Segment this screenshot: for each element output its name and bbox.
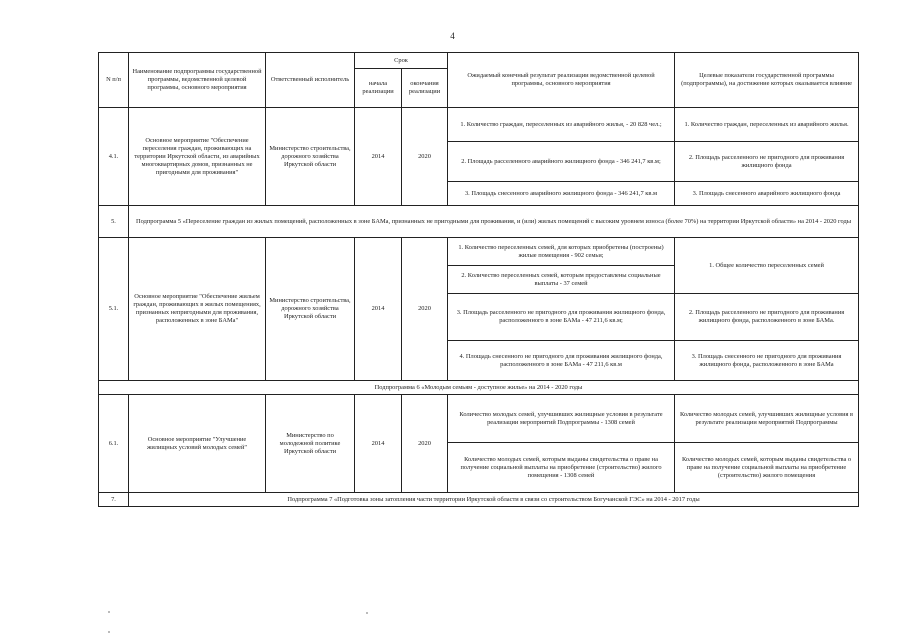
row-start-year: 2014 (355, 108, 402, 206)
row-target: 2. Площадь расселенного не пригодного для проживания жилищного фонда, расположенного в зоне БАМа. (675, 294, 859, 341)
page-number: 4 (450, 31, 455, 41)
row-result: 2. Количество переселенных семей, которым предоставлены социальные выплаты - 37 семей (448, 266, 675, 294)
row-responsible: Министерство по молодежной политике Иркутской области (266, 395, 355, 493)
row-result: 4. Площадь снесенного не пригодного для проживания жилищного фонда, расположенного в зоне БАМа - 47 211,6 кв.м (448, 341, 675, 381)
row-end-year: 2020 (402, 395, 448, 493)
subprogram-row (99, 381, 859, 395)
row-result: 3. Площадь расселенного не пригодного для проживания жилищного фонда, расположенного в зоне БАМа - 47 211,6 кв.м; (448, 294, 675, 341)
row-name: Основное мероприятие "Обеспечение жильем граждан, проживающих в жилых помещениях, признанных непригодными для проживания, расположенных в зоне БАМа" (129, 238, 266, 381)
header-num: N п/п (99, 53, 129, 108)
subprogram-row (99, 493, 859, 507)
row-result: 1. Количество переселенных семей, для которых приобретены (построены) жилые помещения - 902 семьи; (448, 238, 675, 266)
table-row (99, 395, 859, 443)
row-start-year: 2014 (355, 395, 402, 493)
scan-speck (108, 611, 110, 613)
row-result: 1. Количество граждан, переселенных из аварийного жилья, - 20 828 чел.; (448, 108, 675, 142)
row-name: Основное мероприятие "Улучшение жилищных условий молодых семей" (129, 395, 266, 493)
subprogram-title: Подпрограмма 6 «Молодым семьям - доступное жилье» на 2014 - 2020 годы (99, 381, 859, 395)
header-term: Срок (355, 53, 448, 69)
row-number: 7. (99, 493, 129, 507)
row-target: Количество молодых семей, которым выданы свидетельства о праве на получение социальной выплаты на приобретение (строительство) жилого помещения (675, 443, 859, 493)
row-result: 2. Площадь расселенного аварийного жилищного фонда - 346 241,7 кв.м; (448, 142, 675, 182)
header-name: Наименование подпрограммы государственной программы, ведомственной целевой программы, основного мероприятия (129, 53, 266, 108)
header-targets: Целевые показатели государственной программы (подпрограммы), на достижение которых оказывается влияние (675, 53, 859, 108)
row-result: Количество молодых семей, которым выданы свидетельства о праве на получение социальной выплаты на приобретение (строительство) жилого помещения - 1308 семей (448, 443, 675, 493)
row-number: 4.1. (99, 108, 129, 206)
row-result: Количество молодых семей, улучшивших жилищные условия в результате реализации мероприятий Подпрограммы - 1308 семей (448, 395, 675, 443)
row-name: Основное мероприятие "Обеспечение переселения граждан, проживающих на территории Иркутской области, из аварийных многоквартирных домов, признанных не пригодными для проживания" (129, 108, 266, 206)
row-target: 2. Площадь расселенного не пригодного для проживания жилищного фонда (675, 142, 859, 182)
row-target: Количество молодых семей, улучшивших жилищные условия в результате реализации мероприятий Подпрограммы (675, 395, 859, 443)
header-term-end: окончания реализации (402, 69, 448, 108)
row-responsible: Министерство строительства, дорожного хозяйства Иркутской области (266, 238, 355, 381)
subprogram-row (99, 206, 859, 238)
scan-speck (366, 612, 368, 614)
row-target: 1. Общее количество переселенных семей (675, 238, 859, 294)
row-number: 5. (99, 206, 129, 238)
header-expected: Ожидаемый конечный результат реализации ведомственной целевой программы, основного мероприятия (448, 53, 675, 108)
table-row (99, 108, 859, 142)
row-responsible: Министерство строительства, дорожного хозяйства Иркутской области (266, 108, 355, 206)
header-row-1 (99, 53, 859, 69)
header-responsible: Ответственный исполнитель (266, 53, 355, 108)
row-end-year: 2020 (402, 238, 448, 381)
row-target: 1. Количество граждан, переселенных из аварийного жилья. (675, 108, 859, 142)
row-end-year: 2020 (402, 108, 448, 206)
row-target: 3. Площадь снесенного не пригодного для проживания жилищного фонда, расположенного в зоне БАМа (675, 341, 859, 381)
table-row (99, 238, 859, 266)
row-result: 3. Площадь снесенного аварийного жилищного фонда - 346 241,7 кв.м (448, 182, 675, 206)
scan-speck (108, 631, 110, 633)
program-table (98, 52, 859, 507)
subprogram-title: Подпрограмма 5 «Переселение граждан из жилых помещений, расположенных в зоне БАМа, признанных не пригодными для проживания, и (или) жилых помещений с высоким уровнем износа (более 70%) на территории Иркутской области» на 2014 - 2020 годы (129, 206, 859, 238)
row-number: 5.1. (99, 238, 129, 381)
header-term-start: начала реализации (355, 69, 402, 108)
row-number: 6.1. (99, 395, 129, 493)
row-start-year: 2014 (355, 238, 402, 381)
row-target: 3. Площадь снесенного аварийного жилищного фонда (675, 182, 859, 206)
subprogram-title: Подпрограмма 7 «Подготовка зоны затопления части территории Иркутской области в связи со строительством Богучанской ГЭС» на 2014 - 2017 годы (129, 493, 859, 507)
